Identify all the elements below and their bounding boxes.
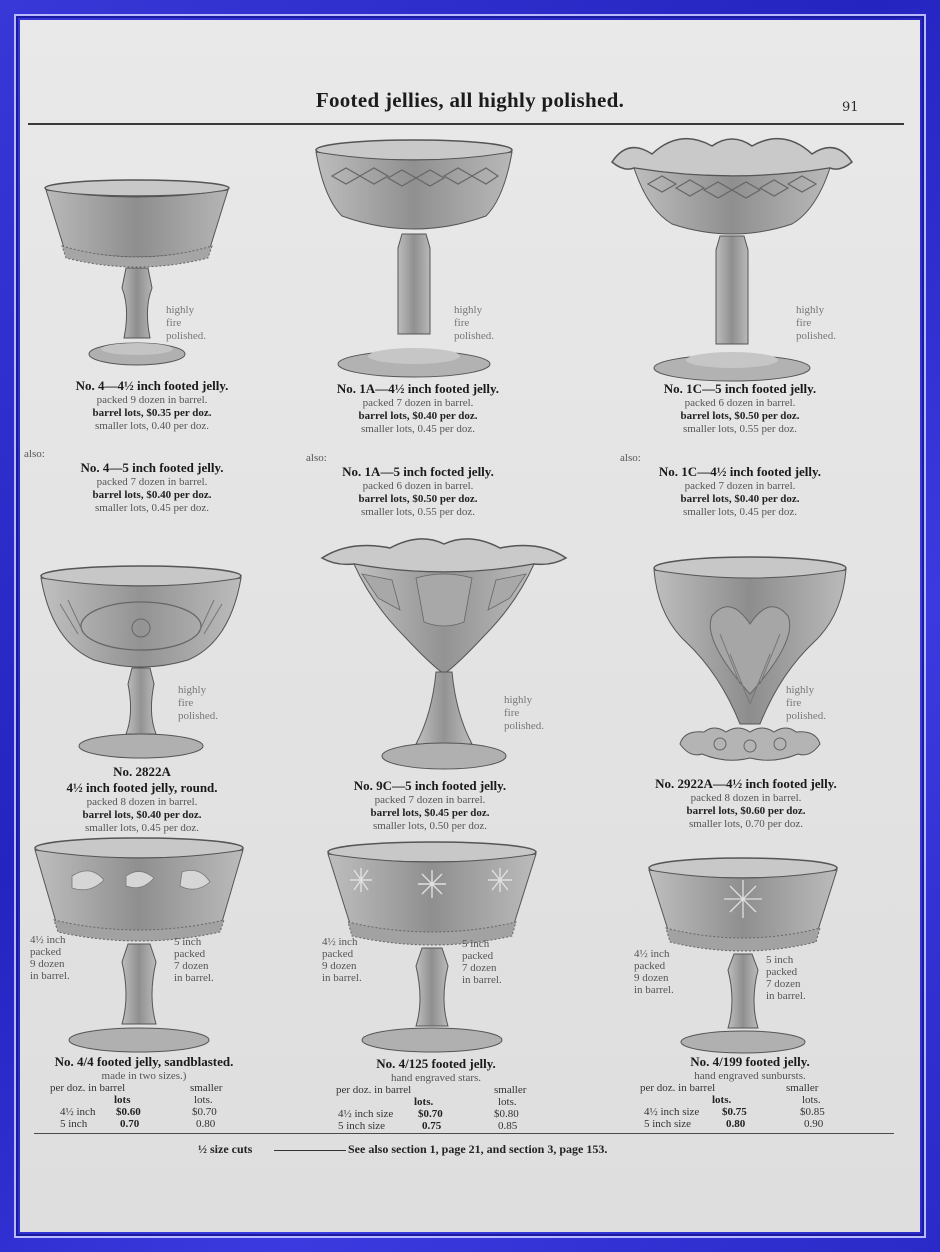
item7-r1-barrel: $0.60 [116, 1106, 141, 1118]
item2-name: No. 1A—4½ inch footed jelly. [336, 381, 500, 396]
page-number: 91 [842, 100, 859, 115]
item2-also-smaller: smaller lots, 0.55 per doz. [361, 506, 475, 518]
jelly-no4-illustration [42, 178, 232, 380]
item8-caption [316, 1056, 556, 1085]
page-title: Footed jellies, all highly polished. [315, 88, 625, 112]
jelly-no2922a-illustration [650, 554, 850, 774]
item7-right-note: 5 inch packed 7 dozen in barrel. [174, 936, 214, 984]
item7-r2-size: 5 inch [60, 1118, 88, 1130]
item3-smaller: smaller lots, 0.55 per doz. [683, 423, 797, 435]
item3-also-packed: packed 7 dozen in barrel. [684, 480, 796, 492]
header-rule [28, 123, 904, 125]
item3-barrel: barrel lots, $0.50 per doz. [680, 410, 800, 422]
item8-sub: hand engraved stars. [390, 1072, 482, 1084]
item1-caption [32, 378, 272, 433]
item8-r2-barrel: 0.75 [422, 1120, 442, 1132]
item4-barrel: barrel lots, $0.40 per doz. [82, 809, 202, 821]
item8-head-b: smaller [494, 1084, 527, 1096]
jelly-no1c-illustration [608, 132, 856, 382]
item3-packed: packed 6 dozen in barrel. [684, 397, 796, 409]
item8-head-a: per doz. in barrel [336, 1084, 412, 1096]
item9-sub: hand engraved sunbursts. [694, 1070, 806, 1082]
item9-head-a: per doz. in barrel [640, 1082, 716, 1094]
item1-also-barrel: barrel lots, $0.40 per doz. [92, 489, 212, 501]
item8-price-table [336, 1084, 546, 1132]
item7-r2-smaller: 0.80 [196, 1118, 216, 1130]
catalog-page [20, 20, 920, 1232]
item1-smaller: smaller lots, 0.40 per doz. [95, 420, 209, 432]
item2-smaller: smaller lots, 0.45 per doz. [361, 423, 475, 435]
footer-rule [34, 1133, 894, 1134]
item9-left-note: 4½ inch packed 9 dozen in barrel. [634, 948, 674, 996]
item9-r1-size: 4½ inch size [644, 1106, 700, 1118]
item9-right-note: 5 inch packed 7 dozen in barrel. [766, 954, 806, 1002]
jelly-no4-199-illustration [646, 856, 840, 1056]
footer-dash [274, 1150, 346, 1151]
item3-name: No. 1C—5 inch footed jelly. [663, 381, 817, 396]
item2-also-barrel: barrel lots, $0.50 per doz. [358, 493, 478, 505]
jelly-no2822a-illustration [38, 564, 244, 762]
item9-r1-barrel: $0.75 [722, 1106, 747, 1118]
item8-left-note: 4½ inch packed 9 dozen in barrel. [322, 936, 362, 984]
item1-barrel: barrel lots, $0.35 per doz. [92, 407, 212, 419]
item2-also-packed: packed 6 dozen in barrel. [362, 480, 474, 492]
item6-caption [616, 776, 876, 831]
item1-packed: packed 9 dozen in barrel. [96, 394, 208, 406]
item4-name: No. 2822A [113, 764, 171, 779]
item1-also-packed: packed 7 dozen in barrel. [96, 476, 208, 488]
item1-also-label: also: [24, 448, 45, 460]
item4-sub: 4½ inch footed jelly, round. [66, 780, 218, 795]
item2-also-name: No. 1A—5 inch focted jelly. [342, 464, 494, 479]
item7-r1-size: 4½ inch [60, 1106, 96, 1118]
item4-caption [22, 764, 262, 835]
item1-name: No. 4—4½ inch footed jelly. [75, 378, 229, 393]
item6-smaller: smaller lots, 0.70 per doz. [689, 818, 803, 830]
item7-left-note: 4½ inch packed 9 dozen in barrel. [30, 934, 70, 982]
item9-head-a2: lots. [712, 1094, 732, 1106]
item7-head-a: per doz. in barrel [50, 1082, 126, 1094]
item5-barrel: barrel lots, $0.45 per doz. [370, 807, 490, 819]
item9-r2-barrel: 0.80 [726, 1118, 746, 1130]
item5-polish-note: highly fire polished. [504, 694, 545, 732]
item4-smaller: smaller lots, 0.45 per doz. [85, 822, 199, 834]
item8-r2-size: 5 inch size [338, 1120, 386, 1132]
footer-size-note: ½ size cuts [198, 1142, 253, 1156]
item7-head-b2: lots. [194, 1094, 213, 1106]
item7-r1-smaller: $0.70 [192, 1106, 217, 1118]
item2-barrel: barrel lots, $0.40 per doz. [358, 410, 478, 422]
item5-packed: packed 7 dozen in barrel. [374, 794, 486, 806]
item9-head-b2: lots. [802, 1094, 821, 1106]
item4-packed: packed 8 dozen in barrel. [86, 796, 198, 808]
item1-also-smaller: smaller lots, 0.45 per doz. [95, 502, 209, 514]
item1-polish-note: highly fire polished. [166, 304, 207, 342]
item3-also-label: also: [620, 452, 641, 464]
item9-name: No. 4/199 footed jelly. [690, 1054, 810, 1069]
item5-smaller: smaller lots, 0.50 per doz. [373, 820, 487, 832]
item9-head-b: smaller [786, 1082, 819, 1094]
item6-polish-note: highly fire polished. [786, 684, 827, 722]
item2-caption [298, 381, 538, 436]
item7-sub: made in two sizes.) [101, 1070, 187, 1082]
item7-r2-barrel: 0.70 [120, 1118, 140, 1130]
item5-caption [310, 778, 550, 833]
item9-r1-smaller: $0.85 [800, 1106, 825, 1118]
item3-caption [620, 381, 860, 436]
item8-head-b2: lots. [498, 1096, 517, 1108]
item7-head-a2: lots [114, 1094, 131, 1106]
item3-also-smaller: smaller lots, 0.45 per doz. [683, 506, 797, 518]
item7-price-table [50, 1082, 250, 1130]
item5-name: No. 9C—5 inch footed jelly. [353, 778, 507, 793]
footer-see-also: See also section 1, page 21, and section 3, page 153. [348, 1142, 608, 1156]
jelly-no9c-illustration [320, 534, 568, 772]
item2-also-label: also: [306, 452, 327, 464]
item8-r1-size: 4½ inch size [338, 1108, 394, 1120]
item8-right-note: 5 inch packed 7 dozen in barrel. [462, 938, 502, 986]
item9-price-table [640, 1082, 852, 1130]
item2-packed: packed 7 dozen in barrel. [362, 397, 474, 409]
item9-r2-smaller: 0.90 [804, 1118, 824, 1130]
item6-name: No. 2922A—4½ inch footed jelly. [655, 776, 837, 791]
item8-r1-barrel: $0.70 [418, 1108, 443, 1120]
item6-packed: packed 8 dozen in barrel. [690, 792, 802, 804]
item4-polish-note: highly fire polished. [178, 684, 219, 722]
item3-also-name: No. 1C—4½ inch footed jelly. [658, 464, 822, 479]
item7-head-b: smaller [190, 1082, 223, 1094]
item6-barrel: barrel lots, $0.60 per doz. [686, 805, 806, 817]
item7-name: No. 4/4 footed jelly, sandblasted. [54, 1054, 234, 1069]
jelly-no1a-illustration [312, 138, 516, 382]
item8-r2-smaller: 0.85 [498, 1120, 518, 1132]
item9-caption [630, 1054, 870, 1083]
item3-also-barrel: barrel lots, $0.40 per doz. [680, 493, 800, 505]
item8-head-a2: lots. [414, 1096, 434, 1108]
item7-caption [24, 1054, 264, 1083]
item2-polish-note: highly fire polished. [454, 304, 495, 342]
item1-also-name: No. 4—5 inch footed jelly. [80, 460, 224, 475]
item3-polish-note: highly fire polished. [796, 304, 837, 342]
item3-also-caption [620, 464, 860, 519]
item2-also-caption [298, 464, 538, 519]
item8-name: No. 4/125 footed jelly. [376, 1056, 496, 1071]
item8-r1-smaller: $0.80 [494, 1108, 519, 1120]
item1-also-caption [32, 460, 272, 515]
item9-r2-size: 5 inch size [644, 1118, 692, 1130]
